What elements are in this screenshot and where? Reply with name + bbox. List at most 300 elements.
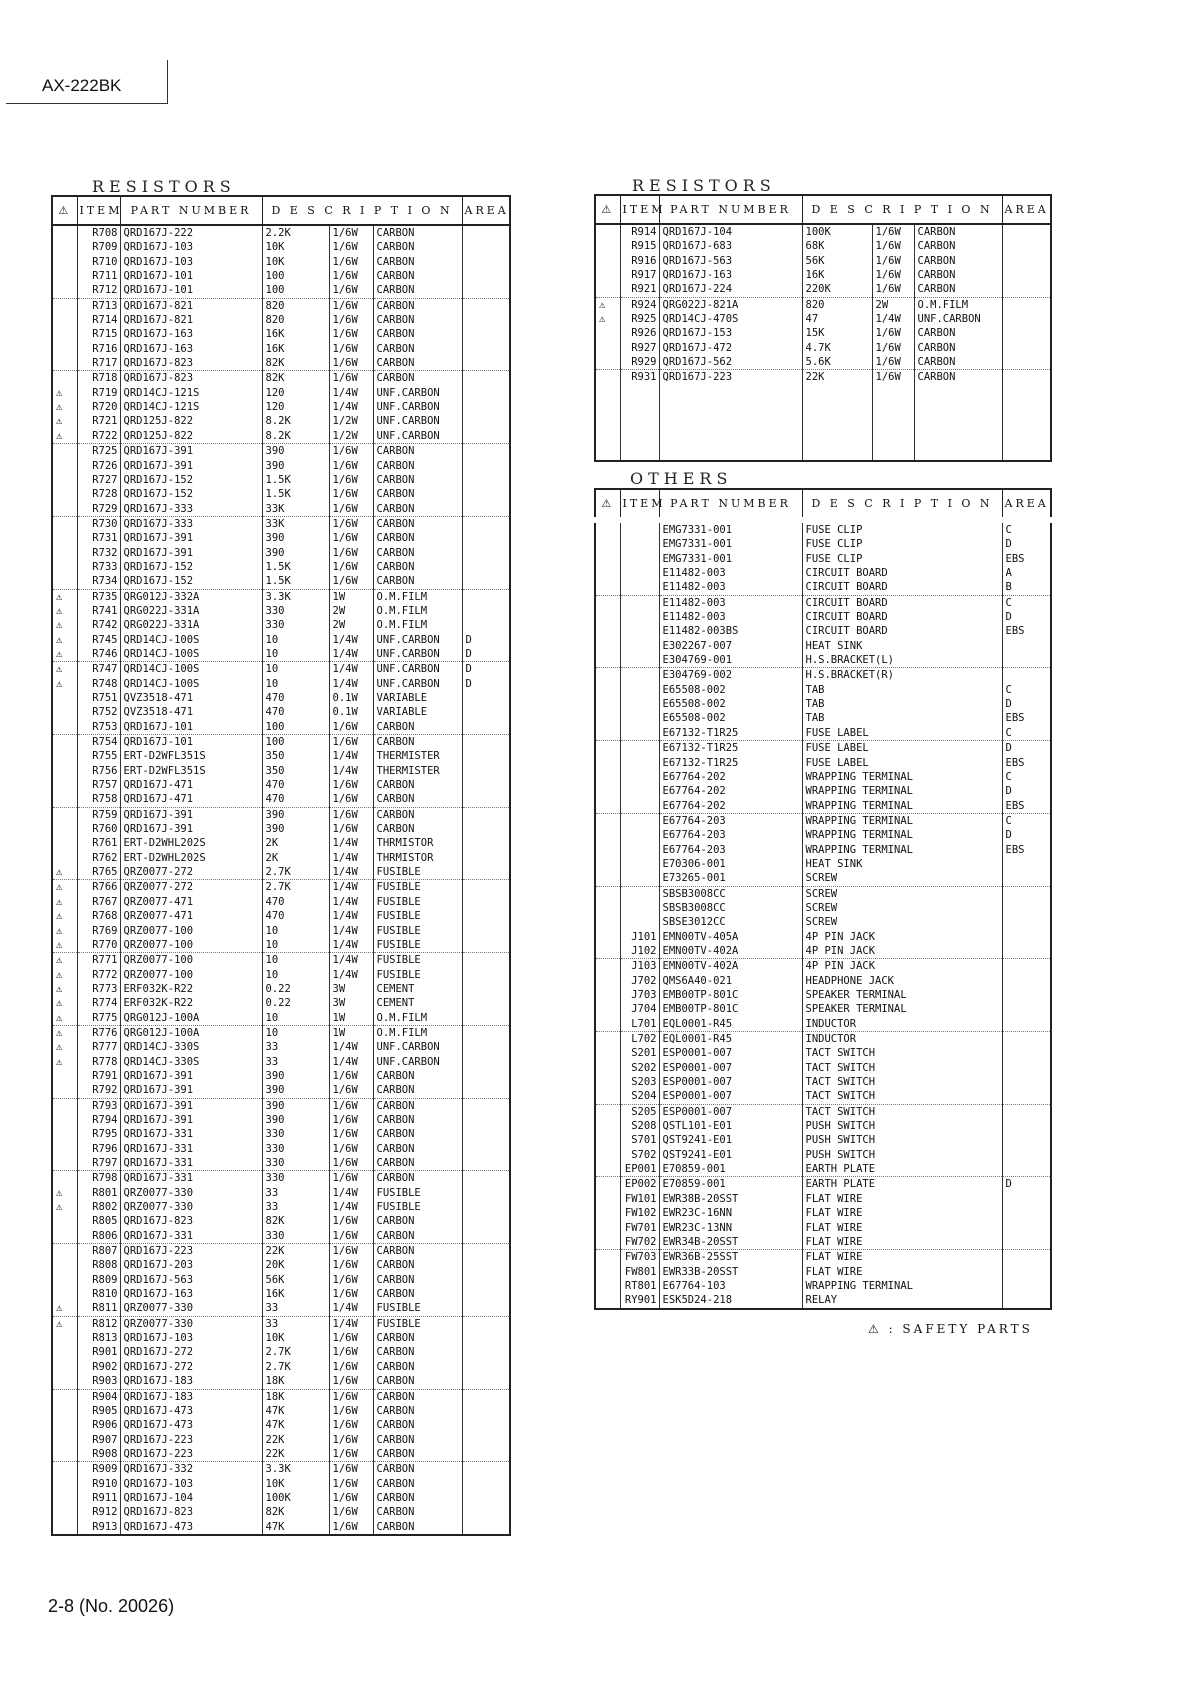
safety-mark	[595, 915, 620, 929]
wattage: 1/6W	[329, 1113, 373, 1127]
item-ref: R808	[77, 1258, 120, 1272]
part-number: EWR38B-20SST	[659, 1192, 802, 1206]
item-ref	[620, 741, 659, 756]
part-number: QRZ0077-330	[120, 1301, 262, 1316]
table-row	[595, 828, 1051, 842]
item-ref: R772	[77, 968, 120, 982]
part-number: E304769-002	[659, 668, 802, 683]
wattage: 1/6W	[872, 326, 914, 340]
wattage: 1/6W	[329, 735, 373, 750]
safety-mark	[595, 959, 620, 974]
wattage: 1/4W	[329, 386, 373, 400]
wattage: 1/6W	[329, 327, 373, 341]
table-row	[52, 574, 510, 589]
value: 56K	[262, 1273, 329, 1287]
part-number: QRZ0077-330	[120, 1316, 262, 1331]
table-row	[52, 516, 510, 531]
area	[462, 1171, 510, 1186]
area	[462, 459, 510, 473]
wattage: 1/6W	[329, 822, 373, 836]
area	[462, 822, 510, 836]
type: UNF.CARBON	[373, 414, 462, 428]
area	[1002, 1032, 1051, 1047]
part-number: QRZ0077-330	[120, 1186, 262, 1200]
safety-mark	[52, 764, 77, 778]
table-row	[595, 1162, 1051, 1177]
area	[462, 705, 510, 719]
safety-mark	[52, 1345, 77, 1359]
item-ref: R717	[77, 356, 120, 371]
area	[1002, 1279, 1051, 1293]
type: FUSIBLE	[373, 1186, 462, 1200]
safety-mark	[595, 624, 620, 638]
safety-mark	[595, 843, 620, 857]
area	[462, 342, 510, 356]
wattage: 1/4W	[329, 1200, 373, 1214]
table-row	[52, 327, 510, 341]
item-column-header: ITEM	[620, 195, 659, 224]
part-number: ERF032K-R22	[120, 982, 262, 996]
area: D	[1002, 741, 1051, 756]
part-number: ESP0001-007	[659, 1089, 802, 1104]
area	[462, 327, 510, 341]
wattage: 1/6W	[329, 1229, 373, 1244]
area: EBS	[1002, 711, 1051, 725]
table-row	[595, 959, 1051, 974]
wattage: 1/6W	[329, 1287, 373, 1301]
area	[462, 1273, 510, 1287]
item-ref: J703	[620, 988, 659, 1002]
part-number: QRD167J-163	[120, 342, 262, 356]
value: 330	[262, 604, 329, 618]
type: CARBON	[373, 560, 462, 574]
safety-mark	[52, 1447, 77, 1462]
area	[462, 400, 510, 414]
item-ref: J103	[620, 959, 659, 974]
part-number: QRD167J-272	[120, 1360, 262, 1374]
type: O.M.FILM	[373, 1025, 462, 1040]
type: CEMENT	[373, 982, 462, 996]
safety-mark	[52, 225, 77, 240]
description: FLAT WIRE	[802, 1192, 1002, 1206]
value: 8.2K	[262, 414, 329, 428]
value: 33	[262, 1200, 329, 1214]
table-row	[52, 924, 510, 938]
value: 8.2K	[262, 429, 329, 444]
type: FUSIBLE	[373, 880, 462, 895]
wattage: 1/6W	[329, 1374, 373, 1389]
description: H.S.BRACKET(R)	[802, 668, 1002, 683]
item-ref: R716	[77, 342, 120, 356]
area	[1002, 959, 1051, 974]
wattage: 1/6W	[329, 444, 373, 459]
value: 470	[262, 792, 329, 807]
table-row	[52, 342, 510, 356]
part-number: QRD167J-821	[120, 298, 262, 313]
area	[1002, 1104, 1051, 1119]
area	[462, 473, 510, 487]
table-row	[52, 895, 510, 909]
safety-mark	[595, 254, 620, 268]
item-ref: R906	[77, 1418, 120, 1432]
table-row	[52, 255, 510, 269]
safety-mark: ⚠	[52, 647, 77, 662]
area	[462, 938, 510, 953]
item-ref: R727	[77, 473, 120, 487]
safety-mark	[52, 487, 77, 501]
area	[1002, 944, 1051, 959]
part-number: E65508-002	[659, 697, 802, 711]
item-ref: EP002	[620, 1177, 659, 1192]
area	[462, 1301, 510, 1316]
item-ref	[620, 537, 659, 551]
part-number: QRD167J-223	[120, 1433, 262, 1447]
part-number: ERT-D2WHL202S	[120, 851, 262, 865]
area: D	[1002, 537, 1051, 551]
item-ref: R798	[77, 1171, 120, 1186]
table-row	[52, 1011, 510, 1026]
item-ref: R769	[77, 924, 120, 938]
area	[462, 1113, 510, 1127]
area	[1002, 974, 1051, 988]
wattage: 1/6W	[329, 807, 373, 822]
type: CARBON	[373, 269, 462, 283]
table-row	[595, 1148, 1051, 1162]
area: C	[1002, 770, 1051, 784]
item-ref: R776	[77, 1025, 120, 1040]
item-ref	[620, 639, 659, 653]
part-number: QRD167J-391	[120, 1069, 262, 1083]
safety-mark	[595, 520, 620, 537]
table-row	[595, 799, 1051, 814]
item-ref	[620, 624, 659, 638]
type: CARBON	[373, 1505, 462, 1519]
safety-mark	[595, 857, 620, 871]
item-ref: R910	[77, 1477, 120, 1491]
type: UNF.CARBON	[373, 633, 462, 647]
empty-cell	[802, 385, 872, 461]
part-number: EMG7331-001	[659, 520, 802, 537]
part-number: QRD167J-333	[120, 516, 262, 531]
type: CARBON	[914, 254, 1002, 268]
safety-mark	[595, 224, 620, 239]
type: FUSIBLE	[373, 909, 462, 923]
part-number: QRD14CJ-100S	[120, 647, 262, 662]
item-ref	[620, 552, 659, 566]
item-ref: R810	[77, 1287, 120, 1301]
wattage: 1/6W	[872, 268, 914, 282]
type: CARBON	[373, 371, 462, 386]
table-row	[52, 1214, 510, 1228]
wattage: 1/6W	[329, 1069, 373, 1083]
area	[462, 546, 510, 560]
area	[462, 604, 510, 618]
safety-mark: ⚠	[52, 880, 77, 895]
item-ref: R730	[77, 516, 120, 531]
safety-mark	[595, 683, 620, 697]
part-number: QRG012J-100A	[120, 1025, 262, 1040]
area: EBS	[1002, 552, 1051, 566]
description: 4P PIN JACK	[802, 930, 1002, 944]
description: WRAPPING TERMINAL	[802, 1279, 1002, 1293]
part-number: QRD167J-101	[120, 283, 262, 298]
part-number: QRD167J-473	[120, 1520, 262, 1535]
value: 5.6K	[802, 355, 872, 370]
area	[462, 298, 510, 313]
table-row	[52, 298, 510, 313]
type: FUSIBLE	[373, 1200, 462, 1214]
table-row	[595, 1002, 1051, 1016]
part-number: EMN00TV-405A	[659, 930, 802, 944]
type: UNF.CARBON	[373, 429, 462, 444]
item-ref	[620, 668, 659, 683]
table-row	[595, 756, 1051, 770]
table-row	[52, 283, 510, 298]
value: 100	[262, 269, 329, 283]
safety-mark	[52, 1520, 77, 1535]
item-ref: S202	[620, 1061, 659, 1075]
value: 390	[262, 546, 329, 560]
safety-mark	[52, 269, 77, 283]
area	[462, 444, 510, 459]
area	[462, 487, 510, 501]
safety-mark	[52, 1477, 77, 1491]
area	[462, 807, 510, 822]
value: 10	[262, 1011, 329, 1026]
type: UNF.CARBON	[373, 1040, 462, 1054]
safety-mark	[52, 371, 77, 386]
description: TACT SWITCH	[802, 1046, 1002, 1060]
part-number: QRD125J-822	[120, 429, 262, 444]
table-row	[595, 1293, 1051, 1308]
part-number: SBSB3008CC	[659, 901, 802, 915]
part-number: QRZ0077-330	[120, 1200, 262, 1214]
wattage: 1/6W	[329, 487, 373, 501]
part-number: QMS6A40-021	[659, 974, 802, 988]
part-number: QRD167J-331	[120, 1127, 262, 1141]
area: D	[1002, 610, 1051, 624]
part-number: SBSE3012CC	[659, 915, 802, 929]
resistors-right-title: RESISTORS	[632, 176, 776, 195]
wattage: 1/6W	[329, 269, 373, 283]
area: C	[1002, 595, 1051, 610]
item-ref: R775	[77, 1011, 120, 1026]
table-row	[595, 268, 1051, 282]
description: WRAPPING TERMINAL	[802, 843, 1002, 857]
type: O.M.FILM	[373, 589, 462, 604]
area	[462, 1040, 510, 1054]
area	[462, 865, 510, 880]
item-ref: R807	[77, 1244, 120, 1259]
item-ref: R752	[77, 705, 120, 719]
wattage: 3W	[329, 996, 373, 1010]
value: 10	[262, 968, 329, 982]
part-number: QRD167J-331	[120, 1171, 262, 1186]
description: FLAT WIRE	[802, 1265, 1002, 1279]
wattage: 1/6W	[329, 313, 373, 327]
description: EARTH PLATE	[802, 1177, 1002, 1192]
value: 470	[262, 705, 329, 719]
safety-column-header: ⚠	[595, 489, 620, 520]
item-ref: R722	[77, 429, 120, 444]
part-number: EMB00TP-801C	[659, 988, 802, 1002]
safety-mark	[595, 1265, 620, 1279]
area	[1002, 1061, 1051, 1075]
type: CARBON	[373, 1142, 462, 1156]
table-row	[52, 386, 510, 400]
safety-mark	[595, 871, 620, 886]
safety-mark: ⚠	[52, 414, 77, 428]
wattage: 1/4W	[329, 647, 373, 662]
value: 33	[262, 1055, 329, 1069]
safety-mark	[52, 1389, 77, 1404]
type: CARBON	[373, 1214, 462, 1228]
table-row	[52, 953, 510, 968]
part-number: E67132-T1R25	[659, 741, 802, 756]
area	[462, 851, 510, 865]
value: 33K	[262, 516, 329, 531]
description: TAB	[802, 711, 1002, 725]
safety-mark: ⚠	[52, 968, 77, 982]
part-number: E67764-203	[659, 813, 802, 828]
value: 820	[802, 297, 872, 312]
safety-mark	[595, 341, 620, 355]
area	[462, 1360, 510, 1374]
wattage: 1/4W	[329, 851, 373, 865]
wattage: 1/4W	[329, 924, 373, 938]
wattage: 1/6W	[872, 370, 914, 385]
item-ref	[620, 595, 659, 610]
area	[462, 792, 510, 807]
part-number: EMG7331-001	[659, 552, 802, 566]
description: TACT SWITCH	[802, 1061, 1002, 1075]
part-number: QRD167J-103	[120, 240, 262, 254]
area	[462, 240, 510, 254]
safety-mark	[595, 799, 620, 814]
description: RELAY	[802, 1293, 1002, 1308]
item-ref: R908	[77, 1447, 120, 1462]
safety-mark	[595, 1089, 620, 1104]
value: 1.5K	[262, 473, 329, 487]
description: FLAT WIRE	[802, 1250, 1002, 1265]
safety-mark	[595, 756, 620, 770]
item-ref: R759	[77, 807, 120, 822]
type: CARBON	[373, 255, 462, 269]
table-row	[595, 639, 1051, 653]
type: UNF.CARBON	[373, 647, 462, 662]
part-number: E11482-003	[659, 566, 802, 580]
table-row	[52, 604, 510, 618]
wattage: 1/6W	[329, 298, 373, 313]
description-column-header: D E S C R I P T I O N	[262, 196, 462, 225]
part-number: QRD167J-823	[120, 356, 262, 371]
safety-mark	[52, 1491, 77, 1505]
part-number: E67764-202	[659, 799, 802, 814]
value: 3.3K	[262, 589, 329, 604]
table-row	[52, 1055, 510, 1069]
type: CARBON	[373, 546, 462, 560]
area	[1002, 1221, 1051, 1235]
area	[462, 691, 510, 705]
item-ref: L702	[620, 1032, 659, 1047]
wattage: 1/6W	[329, 1418, 373, 1432]
wattage: 1/6W	[329, 720, 373, 735]
table-row	[52, 662, 510, 677]
table-row	[52, 1447, 510, 1462]
part-number: QRD167J-823	[120, 1214, 262, 1228]
value: 390	[262, 1083, 329, 1098]
table-row	[52, 502, 510, 517]
item-ref: RY901	[620, 1293, 659, 1308]
item-ref: R811	[77, 1301, 120, 1316]
wattage: 1/4W	[329, 1186, 373, 1200]
item-ref: R756	[77, 764, 120, 778]
safety-mark	[595, 1221, 620, 1235]
safety-mark	[595, 1177, 620, 1192]
area	[462, 516, 510, 531]
part-number: QRD167J-152	[120, 574, 262, 589]
table-row	[52, 531, 510, 545]
value: 100	[262, 735, 329, 750]
description-column-header: D E S C R I P T I O N	[802, 489, 1002, 520]
safety-mark: ⚠	[52, 677, 77, 691]
safety-mark	[595, 1032, 620, 1047]
description: 4P PIN JACK	[802, 959, 1002, 974]
wattage: 1/6W	[329, 1127, 373, 1141]
item-ref: J102	[620, 944, 659, 959]
part-number: QRD14CJ-330S	[120, 1055, 262, 1069]
area	[462, 1214, 510, 1228]
area	[462, 895, 510, 909]
value: 1.5K	[262, 574, 329, 589]
item-ref: FW702	[620, 1235, 659, 1250]
table-row	[52, 429, 510, 444]
type: CARBON	[373, 1477, 462, 1491]
value: 47K	[262, 1418, 329, 1432]
safety-mark	[595, 944, 620, 959]
part-number: QRG022J-331A	[120, 604, 262, 618]
area	[462, 953, 510, 968]
type: CARBON	[373, 720, 462, 735]
item-ref: R809	[77, 1273, 120, 1287]
safety-mark: ⚠	[52, 633, 77, 647]
item-ref: R751	[77, 691, 120, 705]
safety-mark	[595, 988, 620, 1002]
wattage: 1/4W	[329, 938, 373, 953]
item-ref	[620, 711, 659, 725]
part-number: QRD167J-223	[120, 1447, 262, 1462]
description: WRAPPING TERMINAL	[802, 799, 1002, 814]
type: CARBON	[914, 370, 1002, 385]
area	[462, 1389, 510, 1404]
type: VARIABLE	[373, 705, 462, 719]
safety-mark	[595, 268, 620, 282]
area	[462, 1083, 510, 1098]
part-number: E11482-003	[659, 595, 802, 610]
area	[462, 560, 510, 574]
area	[1002, 653, 1051, 668]
wattage: 1W	[329, 1011, 373, 1026]
area	[462, 531, 510, 545]
safety-mark	[52, 502, 77, 517]
table-row	[52, 618, 510, 632]
description: WRAPPING TERMINAL	[802, 828, 1002, 842]
type: CARBON	[373, 1447, 462, 1462]
safety-mark	[52, 574, 77, 589]
wattage: 1/6W	[329, 240, 373, 254]
value: 100K	[802, 224, 872, 239]
item-ref: R926	[620, 326, 659, 340]
